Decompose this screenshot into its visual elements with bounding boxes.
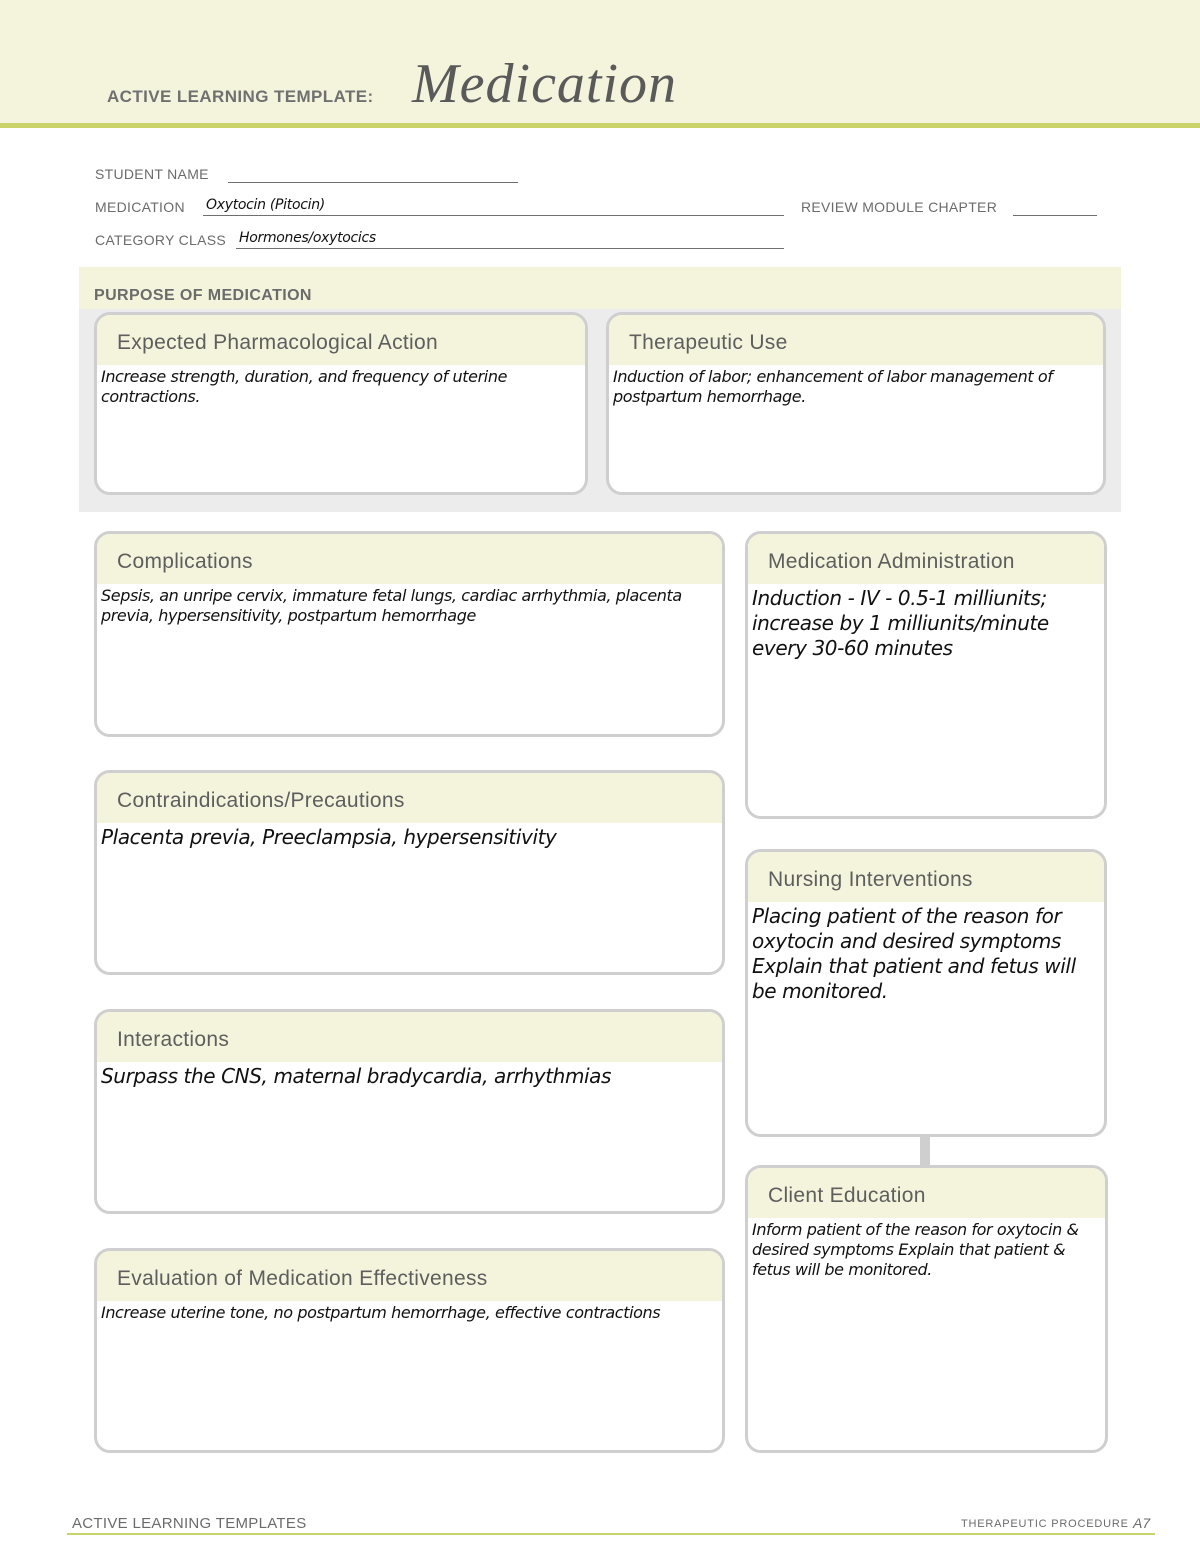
purpose-title: PURPOSE OF MEDICATION	[94, 287, 312, 304]
medication-administration-heading: Medication Administration	[748, 534, 1104, 584]
therapeutic-use-text[interactable]: Induction of labor; enhancement of labor management of postpartum hemorrhage.	[613, 367, 1053, 406]
interactions-box[interactable]	[94, 1009, 725, 1214]
client-education-box[interactable]	[745, 1165, 1108, 1453]
expected-action-box[interactable]	[94, 312, 588, 495]
student-name-label: STUDENT NAME	[95, 166, 209, 182]
footer-rule	[67, 1533, 1155, 1535]
review-module-line[interactable]	[1013, 215, 1097, 216]
page-number: A7	[1133, 1515, 1151, 1531]
client-education-text[interactable]: Inform patient of the reason for oxytocin & desired symptoms Explain that patient & fetus will be monitored.	[752, 1220, 1079, 1279]
medication-administration-box[interactable]	[745, 531, 1107, 819]
complications-heading: Complications	[97, 534, 722, 584]
therapeutic-use-box[interactable]	[606, 312, 1106, 495]
footer-right: THERAPEUTIC PROCEDURE	[961, 1518, 1129, 1530]
nursing-interventions-text[interactable]: Placing patient of the reason for oxytocin and desired symptoms Explain that patient and fetus will be monitored.	[752, 904, 1076, 1003]
student-name-line[interactable]	[228, 182, 518, 183]
nursing-interventions-box[interactable]	[745, 849, 1107, 1137]
template-label: ACTIVE LEARNING TEMPLATE:	[107, 87, 374, 106]
medication-administration-text[interactable]: Induction - IV - 0.5-1 milliunits; increase by 1 milliunits/minute every 30-60 minutes	[752, 586, 1049, 660]
review-module-label: REVIEW MODULE CHAPTER	[801, 199, 998, 215]
client-education-heading: Client Education	[748, 1168, 1105, 1218]
page-title: Medication	[412, 53, 678, 115]
expected-action-text[interactable]: Increase strength, duration, and frequency of uterine contractions.	[101, 367, 508, 406]
header-rule	[0, 123, 1200, 128]
category-class-line[interactable]	[236, 248, 784, 249]
category-class-label: CATEGORY CLASS	[95, 232, 227, 248]
therapeutic-use-heading: Therapeutic Use	[609, 315, 1103, 365]
evaluation-heading: Evaluation of Medication Effectiveness	[97, 1251, 722, 1301]
contraindications-box[interactable]	[94, 770, 725, 975]
medication-line[interactable]	[203, 215, 784, 216]
complications-box[interactable]	[94, 531, 725, 737]
interactions-heading: Interactions	[97, 1012, 722, 1062]
connector-bar	[920, 1137, 930, 1166]
interactions-text[interactable]: Surpass the CNS, maternal bradycardia, arrhythmias	[101, 1064, 612, 1088]
nursing-interventions-heading: Nursing Interventions	[748, 852, 1104, 902]
evaluation-box[interactable]	[94, 1248, 725, 1453]
evaluation-text[interactable]: Increase uterine tone, no postpartum hemorrhage, effective contractions	[101, 1303, 661, 1322]
category-class-value[interactable]: Hormones/oxytocics	[239, 230, 376, 246]
complications-text[interactable]: Sepsis, an unripe cervix, immature fetal lungs, cardiac arrhythmia, placenta previa, hypersensitivity, postpartum hemorrhage	[101, 586, 682, 625]
footer-left: ACTIVE LEARNING TEMPLATES	[72, 1515, 307, 1532]
contraindications-heading: Contraindications/Precautions	[97, 773, 722, 823]
expected-action-heading: Expected Pharmacological Action	[97, 315, 585, 365]
medication-label: MEDICATION	[95, 199, 185, 215]
medication-value[interactable]: Oxytocin (Pitocin)	[206, 197, 325, 213]
contraindications-text[interactable]: Placenta previa, Preeclampsia, hypersensitivity	[101, 825, 557, 849]
